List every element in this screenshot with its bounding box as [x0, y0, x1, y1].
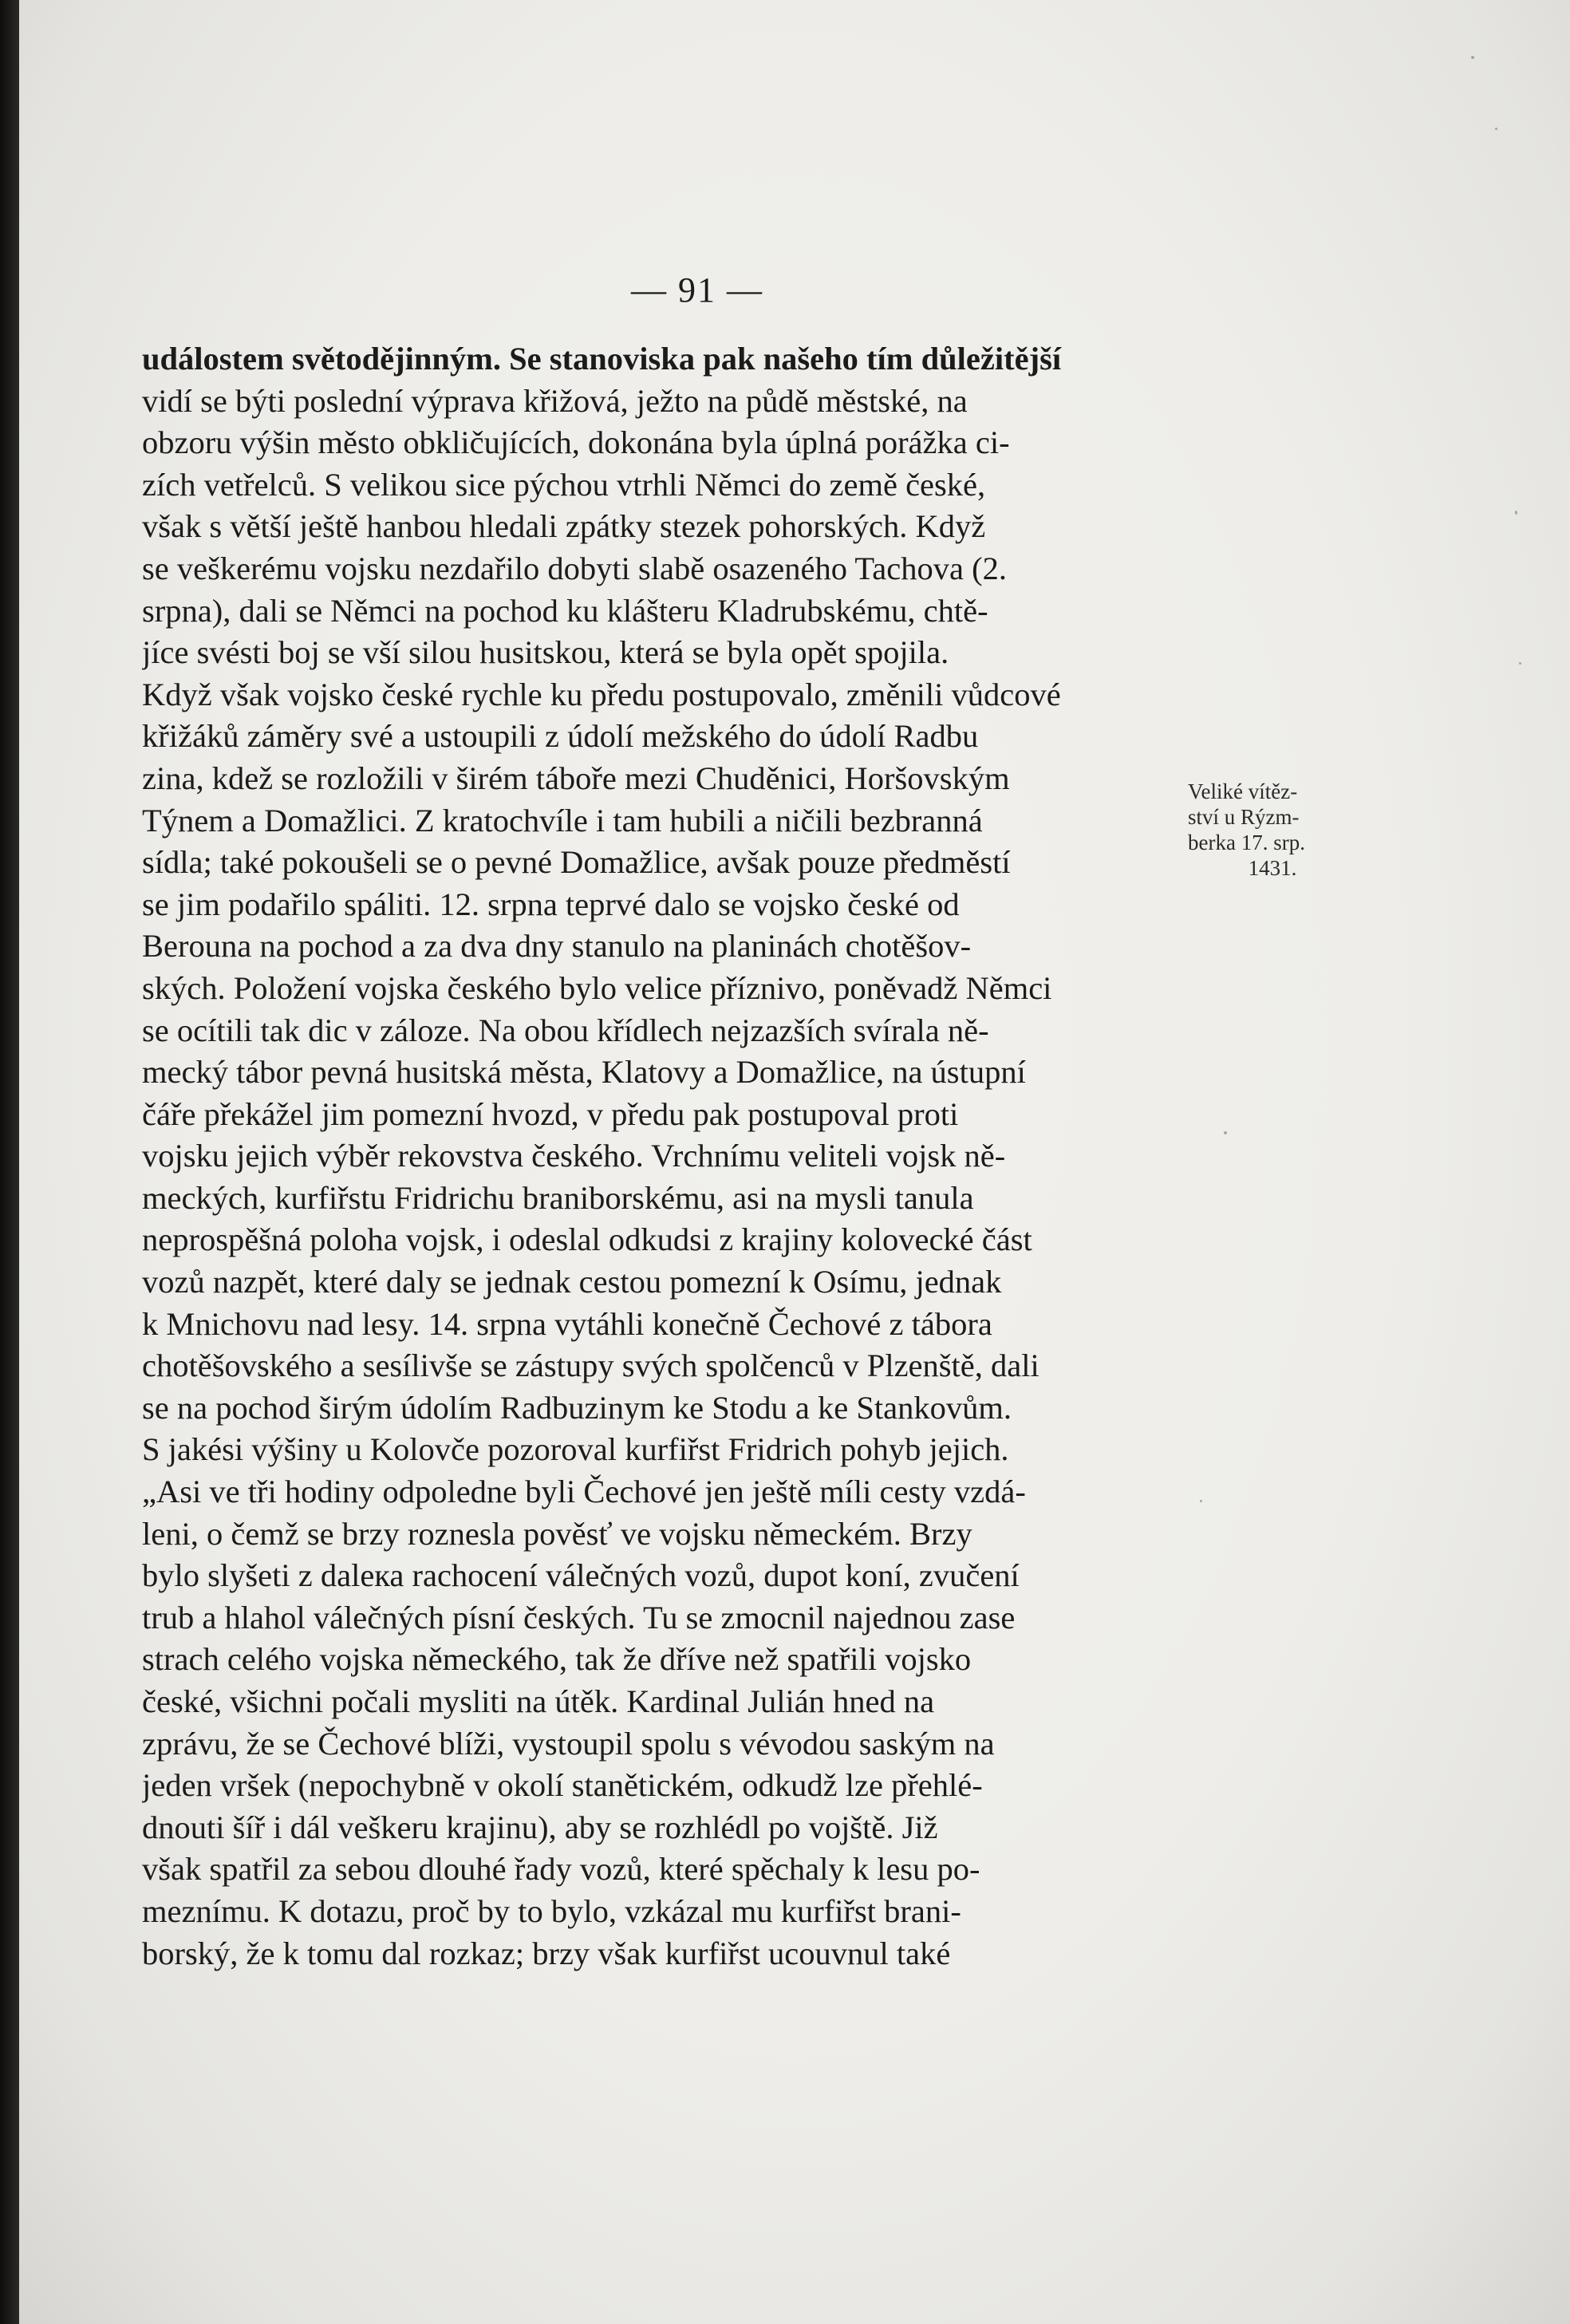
text-line: „Asi ve tři hodiny odpoledne byli Čechové jen ještě míli cesty vzdá- — [142, 1474, 1026, 1510]
text-line: zích vetřelců. S velikou sice pýchou vtrhli Němci do země české, — [142, 466, 986, 503]
text-line: bylo slyšeti z dalека rachocení válečných vozů, dupot koní, zvučení — [142, 1557, 1020, 1594]
book-page — [19, 0, 1570, 2324]
text-line: strach celého vojska německého, tak že dříve než spatřili vojsko — [142, 1641, 972, 1678]
text-line: neprospěšná poloha vojsk, i odeslal odkudsi z krajiny kolovecké část — [142, 1221, 1032, 1258]
text-line: vozů nazpět, které daly se jednak cestou pomezní k Osímu, jednak — [142, 1264, 1002, 1300]
text-line: obzoru výšin město obkličujících, dokonána byla úplná porážka ci- — [142, 424, 1010, 461]
margin-note — [1188, 779, 1379, 881]
text-line: se jim podařilo spáliti. 12. srpna teprvé dalo se vojsko české od — [142, 886, 960, 922]
paper-speck — [1224, 1131, 1227, 1134]
scan-left-edge — [0, 0, 19, 2324]
text-line: chotěšovského a sesílivše se zástupy svých spolčenců v Plzenště, dali — [142, 1347, 1039, 1384]
text-line: dnouti šíř i dál veškeru krajinu), aby se rozhlédl po vojště. Již — [142, 1809, 938, 1845]
paper-speck — [1519, 662, 1521, 665]
text-line: ských. Položení vojska českého bylo velice příznivo, poněvadž Němci — [142, 969, 1052, 1006]
text-line: událostem světodějinným. Se stanoviska pak našeho tím důležitější — [142, 341, 1062, 377]
text-line: S jakési výšiny u Kolovče pozoroval kurfiřst Fridrich pohyb jejich. — [142, 1431, 1009, 1468]
text-line: vidí se býti poslední výprava křižová, ježto na půdě městské, na — [142, 382, 968, 419]
body-text — [142, 338, 1176, 1975]
text-line: české, všichni počali mysliti na útěk. Kardinal Julián hned na — [142, 1683, 935, 1719]
text-line: se ocítili tak dic v záloze. Na obou křídlech nejzazších svírala ně- — [142, 1012, 989, 1048]
text-line: meznímu. K dotazu, proč by to bylo, vzkázal mu kurfiřst brani- — [142, 1892, 961, 1929]
paper-speck — [1515, 511, 1517, 515]
text-line: sídla; také pokoušeli se o pevné Domažlice, avšak pouze předměstí — [142, 844, 1011, 881]
text-line: se na pochod širým údolím Radbuzinym ke Stodu a ke Stankovům. — [142, 1389, 1012, 1426]
text-line: však s větší ještě hanbou hledali zpátky stezek pohorských. Když — [142, 508, 986, 545]
text-line: vojsku jejich výběr rekovstva českého. Vrchnímu veliteli vojsk ně- — [142, 1138, 1006, 1174]
text-line: leni, o čemž se brzy roznesla pověsť ve vojsku německém. Brzy — [142, 1515, 972, 1552]
text-line: čáře překážel jim pomezní hvozd, v předu pak postupoval proti — [142, 1095, 959, 1132]
text-line: srpna), dali se Němci na pochod ku klášteru Kladrubskému, chtě- — [142, 592, 988, 629]
margin-note-line: 1431. — [1248, 856, 1297, 880]
text-line: zina, kdež se rozložili v širém táboře mezi Chuděnici, Horšovským — [142, 760, 1010, 796]
page-number: — 91 — — [631, 270, 763, 310]
margin-note-line: ství u Rýzm- — [1188, 805, 1300, 829]
text-line: meckých, kurfiřstu Fridrichu braniborskému, asi na mysli tanula — [142, 1179, 974, 1216]
text-line: borský, že k tomu dal rozkaz; brzy však kurfiřst ucouvnul také — [142, 1935, 951, 1971]
text-line: se veškerému vojsku nezdařilo dobyti slabě osazeného Tachova (2. — [142, 550, 1007, 586]
paper-speck — [1200, 1500, 1202, 1502]
text-line: mecký tábor pevná husitská města, Klatovy a Domažlice, na ústupní — [142, 1054, 1026, 1091]
margin-note-line: Veliké vítěz- — [1188, 779, 1298, 803]
text-line: trub a hlahol válečných písní českých. Tu se zmocnil najednou zase — [142, 1599, 1016, 1635]
paper-speck — [1471, 56, 1474, 59]
text-line: jíce svésti boj se vší silou husitskou, která se byla opět spojila. — [142, 634, 949, 671]
margin-note-line: berka 17. srp. — [1188, 831, 1305, 854]
text-line: jeden vršek (nepochybně v okolí stanětickém, odkudž lze přehlé- — [142, 1767, 983, 1804]
text-line: křižáků záměry své a ustoupili z údolí mežského do údolí Radbu — [142, 718, 979, 755]
text-line: Berouna na pochod a za dva dny stanulo na planinách chotěšov- — [142, 928, 972, 965]
paper-speck — [1495, 128, 1497, 130]
text-line: Když však vojsko české rychle ku předu postupovalo, změnili vůdcové — [142, 676, 1061, 712]
text-line: však spatřil za sebou dlouhé řady vozů, které spěchaly k lesu po- — [142, 1851, 980, 1888]
text-line: Týnem a Domažlici. Z kratochvíle i tam hubili a ničili bezbranná — [142, 802, 983, 838]
text-line: zprávu, že se Čechové blíži, vystoupil spolu s vévodou saským na — [142, 1725, 995, 1762]
text-line: k Mnichovu nad lesy. 14. srpna vytáhli konečně Čechové z tábora — [142, 1305, 992, 1342]
